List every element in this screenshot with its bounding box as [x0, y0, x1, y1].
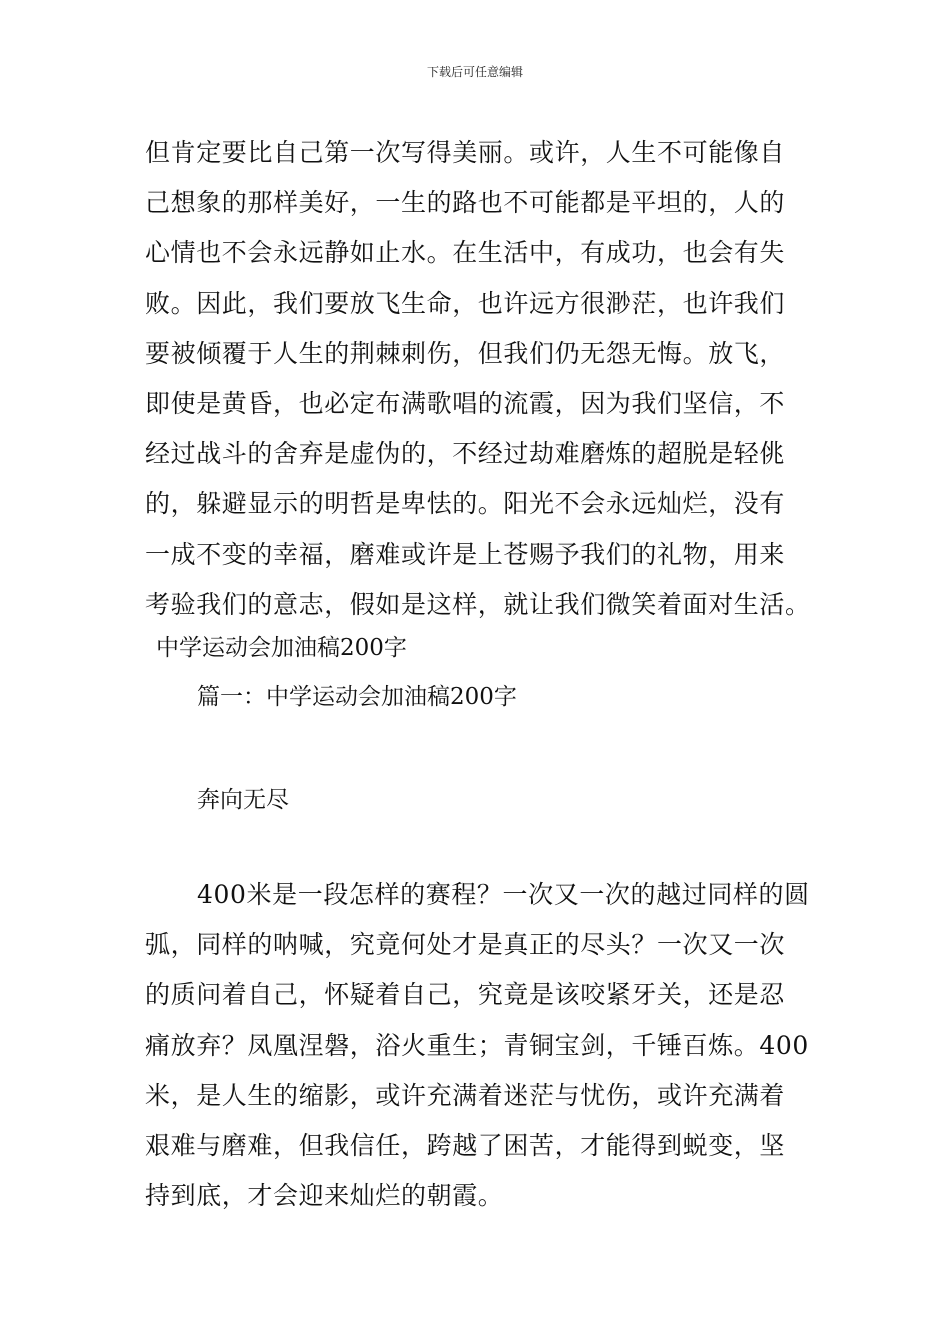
- essay-title: 奔向无尽: [197, 787, 289, 813]
- text-line: 考验我们的意志，假如是这样，就让我们微笑着面对生活。: [145, 589, 811, 619]
- text-line: 的质问着自己，怀疑着自己，究竟是该咬紧牙关，还是忍: [145, 980, 786, 1010]
- section-title: 中学运动会加油稿200字: [156, 635, 407, 661]
- text-line: 痛放弃？凤凰涅磐，浴火重生；青铜宝剑，千锤百炼。400: [145, 1030, 809, 1060]
- section-subtitle: 篇一：中学运动会加油稿200字: [197, 684, 517, 710]
- text-line: 心情也不会永远静如止水。在生活中，有成功，也会有失: [145, 238, 786, 268]
- text-line: 米，是人生的缩影，或许充满着迷茫与忧伤，或许充满着: [145, 1080, 786, 1110]
- text-line: 的，躲避显示的明哲是卑怯的。阳光不会永远灿烂，没有: [145, 489, 786, 519]
- text-line: 即使是黄昏，也必定布满歌唱的流霞，因为我们坚信，不: [145, 388, 786, 418]
- text-line: 一成不变的幸福，磨难或许是上苍赐予我们的礼物，用来: [145, 539, 786, 569]
- text-line: 持到底，才会迎来灿烂的朝霞。: [145, 1181, 504, 1211]
- essay-paragraph: [145, 870, 810, 1221]
- text-line: 要被倾覆于人生的荆棘刺伤，但我们仍无怨无悔。放飞，: [145, 338, 786, 368]
- paragraph-continued: [145, 128, 810, 630]
- text-line: 但肯定要比自己第一次写得美丽。或许，人生不可能像自: [145, 138, 786, 167]
- text-line: 弧，同样的呐喊，究竟何处才是真正的尽头？一次又一次: [145, 930, 786, 960]
- text-line: 己想象的那样美好，一生的路也不可能都是平坦的，人的: [145, 188, 786, 218]
- text-line: 经过战斗的舍弃是虚伪的，不经过劫难磨炼的超脱是轻佻: [145, 439, 786, 469]
- page-header: 下载后可任意编辑: [426, 65, 523, 79]
- text-line: 400米是一段怎样的赛程？一次又一次的越过同样的圆: [197, 880, 810, 909]
- text-line: 艰难与磨难，但我信任，跨越了困苦，才能得到蜕变，坚: [145, 1130, 786, 1160]
- text-line: 败。因此，我们要放飞生命，也许远方很渺茫，也许我们: [145, 288, 786, 318]
